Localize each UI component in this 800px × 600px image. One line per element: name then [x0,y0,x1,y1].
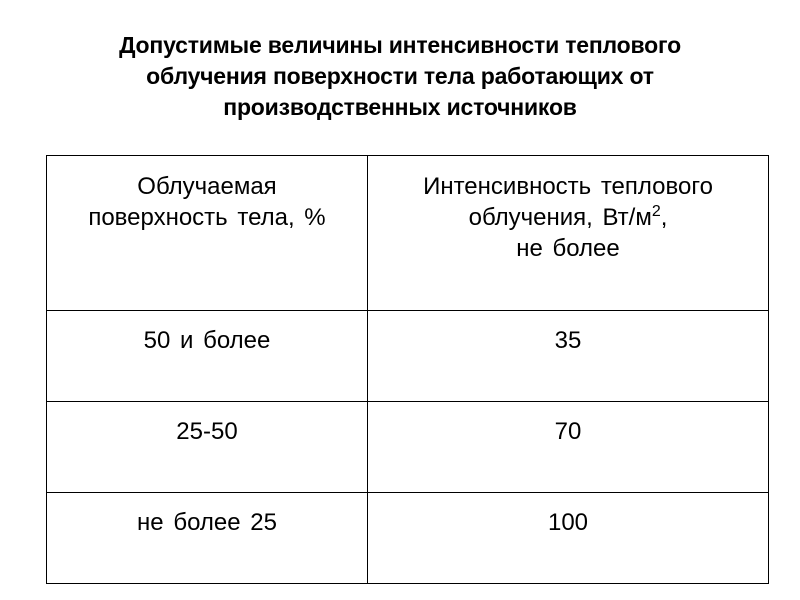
cell-intensity: 100 [368,493,769,584]
title-line-1: Допустимые величины интенсивности теплового [119,32,681,58]
table-row [47,311,769,402]
cell-surface: 50 и более [47,311,368,402]
cell-intensity: 70 [368,402,769,493]
header-surface-line-2: поверхность тела, % [88,204,326,231]
header-intensity [368,156,769,311]
table-row [47,493,769,584]
header-intensity-unit-text: облучения, Вт/м [468,204,652,231]
table-header-row [47,156,769,311]
header-intensity-line-3: не более [516,235,620,262]
header-intensity-comma: , [660,204,668,231]
page-title [40,30,760,123]
cell-surface: не более 25 [47,493,368,584]
header-surface-line-1: Облучаемая [137,173,277,200]
header-surface [47,156,368,311]
cell-surface: 25-50 [47,402,368,493]
title-line-2: облучения поверхности тела работающих от [146,63,654,89]
header-intensity-unit-exponent: 2 [651,203,661,220]
title-line-3: производственных источников [223,94,577,120]
irradiation-limits-table [46,155,769,584]
table-row [47,402,769,493]
header-intensity-line-1: Интенсивность теплового [423,173,713,200]
cell-intensity: 35 [368,311,769,402]
header-intensity-line-2 [368,202,768,233]
